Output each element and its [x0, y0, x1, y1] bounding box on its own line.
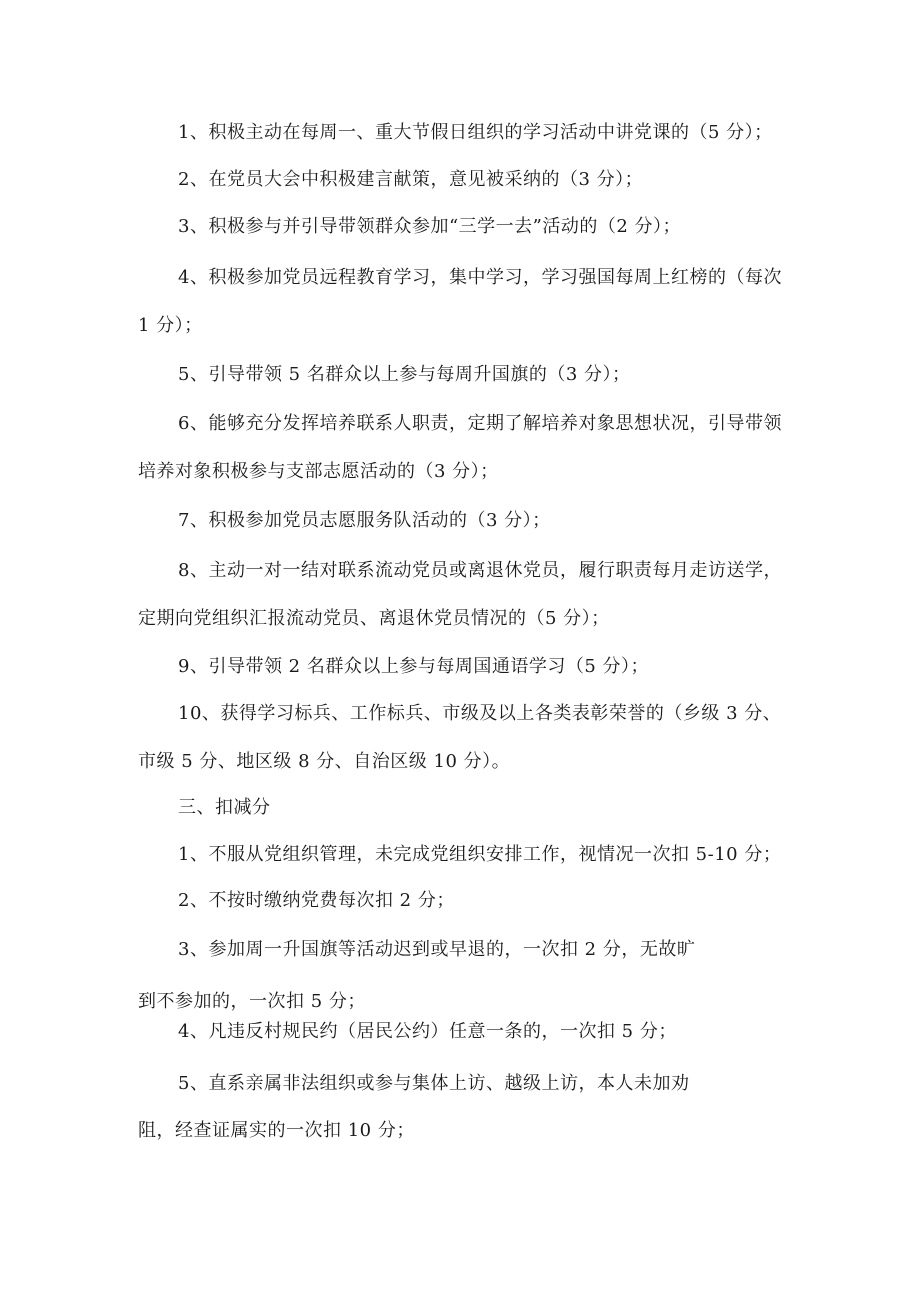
text-line: 1、积极主动在每周一、重大节假日组织的学习活动中讲党课的（5 分）； — [178, 122, 773, 143]
text-line: 3、积极参与并引导带领群众参加“三学一去”活动的（2 分）； — [178, 216, 682, 237]
text-line: 阻，经查证属实的一次扣 10 分； — [138, 1120, 415, 1141]
text-line: 7、积极参加党员志愿服务队活动的（3 分）； — [178, 510, 551, 531]
text-line: 10、获得学习标兵、工作标兵、市级及以上各类表彰荣誉的（乡级 3 分、 — [178, 703, 782, 724]
text-line: 定期向党组织汇报流动党员、离退休党员情况的（5 分）； — [138, 608, 610, 629]
text-line: 6、能够充分发挥培养联系人职责，定期了解培养对象思想状况，引导带领 — [178, 413, 782, 434]
text-line: 8、主动一对一结对联系流动党员或离退休党员，履行职责每月走访送学， — [178, 560, 782, 581]
text-line: 4、积极参加党员远程教育学习，集中学习，学习强国每周上红榜的（每次 — [178, 267, 782, 288]
section-heading: 三、扣减分 — [178, 797, 271, 818]
text-line: 2、在党员大会中积极建言献策，意见被采纳的（3 分）； — [178, 169, 644, 190]
text-line: 5、直系亲属非法组织或参与集体上访、越级上访，本人未加劝 — [178, 1073, 690, 1094]
text-line: 4、凡违反村规民约（居民公约）任意一条的，一次扣 5 分； — [178, 1021, 677, 1042]
text-line: 5、引导带领 5 名群众以上参与每周升国旗的（3 分）； — [178, 364, 631, 385]
text-line: 1 分）； — [138, 315, 203, 336]
text-line: 市级 5 分、地区级 8 分、自治区级 10 分）。 — [138, 751, 511, 772]
text-line: 9、引导带领 2 名群众以上参与每周国通语学习（5 分）； — [178, 656, 650, 677]
text-line: 到不参加的，一次扣 5 分； — [138, 991, 366, 1012]
text-line: 3、参加周一升国旗等活动迟到或早退的，一次扣 2 分，无故旷 — [178, 939, 696, 960]
text-line: 2、不按时缴纳党费每次扣 2 分； — [178, 890, 455, 911]
text-line: 1、不服从党组织管理，未完成党组织安排工作，视情况一次扣 5-10 分； — [178, 844, 782, 865]
text-line: 培养对象积极参与支部志愿活动的（3 分）； — [138, 461, 499, 482]
